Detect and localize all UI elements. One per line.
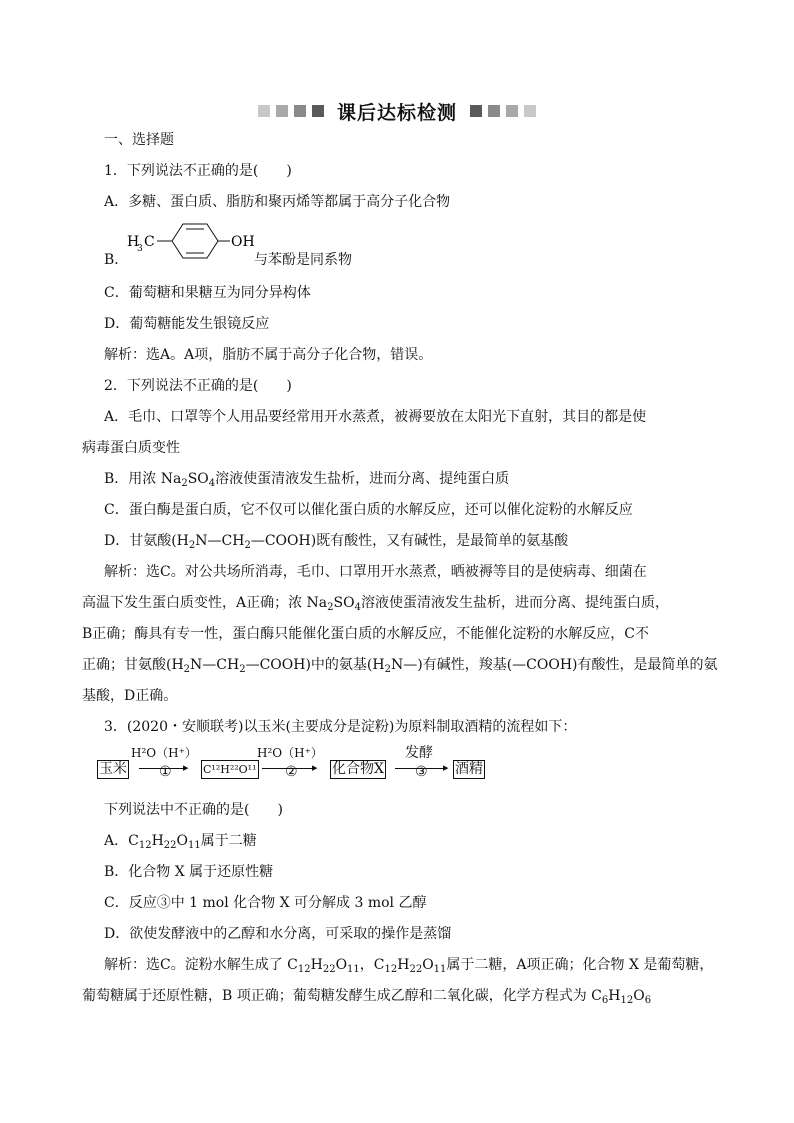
subscript: 2 — [384, 664, 391, 675]
text-run: A．C — [104, 833, 139, 849]
text-run: —COOH)中的氨基(H — [245, 657, 385, 673]
text-run: 解析：选C。淀粉水解生成了 C — [104, 957, 298, 973]
subscript: 6 — [644, 995, 652, 1006]
q2-analysis-l5: 基酸，D正确。 — [82, 688, 178, 704]
subscript: 12 — [138, 840, 152, 851]
arrow-head-icon: ▸ — [443, 761, 449, 774]
text-run: SO — [333, 595, 355, 611]
flow-node-mid2: 化合物X — [332, 761, 384, 777]
text-run: D．甘氨酸(H — [104, 533, 189, 549]
arrow-head-icon: ▸ — [183, 761, 189, 774]
q2-option-d — [104, 531, 724, 556]
text-run: 溶液使蛋清液发生盐析，进而分离、提纯蛋白质 — [215, 471, 510, 487]
subscript: 22 — [163, 840, 177, 851]
flow-node-start: 玉米 — [99, 761, 127, 777]
section-title-bar — [0, 96, 794, 126]
q2-option-c: C．蛋白酶是蛋白质，它不仅可以催化蛋白质的水解反应，还可以催化淀粉的水解反应 — [104, 502, 633, 518]
text-run: 高温下发生蛋白质变性，A正确；浓 Na — [82, 595, 328, 611]
decor-square — [524, 105, 536, 117]
subscript: 11 — [433, 964, 447, 975]
subscript: 6 — [601, 995, 609, 1006]
q1-analysis: 解析：选A。A项，脂肪不属于高分子化合物，错误。 — [104, 347, 433, 363]
text-run: H — [608, 988, 621, 1004]
subscript: 12 — [297, 964, 311, 975]
decor-square — [506, 105, 518, 117]
text-run: O — [176, 833, 188, 849]
q2-option-b — [104, 469, 724, 494]
text-run: N—)有碱性，羧基(—COOH)有酸性，是最简单的氨 — [390, 657, 718, 673]
text-run: 属于二糖，A项正确；化合物 X 是葡萄糖， — [446, 957, 714, 973]
flow-condition-2: H²O（H⁺） — [257, 746, 323, 760]
text-run: H — [151, 833, 164, 849]
subscript: 2 — [183, 664, 191, 675]
text-run: 正确；甘氨酸(H — [82, 657, 184, 673]
text-run: SO — [187, 471, 209, 487]
subscript: 2 — [188, 540, 196, 551]
flow-condition-1: H²O（H⁺） — [131, 746, 197, 760]
mol-c: C — [144, 234, 155, 250]
q1-option-b-text: 与苯酚是同系物 — [254, 252, 352, 268]
flow-node-mid1: C¹²H²²O¹¹ — [201, 760, 259, 779]
subscript: 11 — [188, 840, 201, 851]
q2-option-a-l1: A．毛巾、口罩等个人用品要经常用开水蒸煮，被褥要放在太阳光下直射，其目的都是使 — [104, 409, 647, 425]
decor-square — [294, 105, 306, 117]
subscript: 22 — [409, 964, 423, 975]
text-run: O — [633, 988, 645, 1004]
page-title: 课后达标检测 — [336, 101, 457, 124]
text-run: N—CH — [195, 533, 245, 549]
q3-option-d: D．欲使发酵液中的乙醇和水分离，可采取的操作是蒸馏 — [104, 926, 452, 942]
q2-analysis-l4 — [82, 655, 724, 680]
decor-square — [488, 105, 500, 117]
decor-square — [276, 105, 288, 117]
q1-stem: 1．下列说法不正确的是( ) — [104, 163, 292, 179]
q2-option-a-l2: 病毒蛋白质变性 — [82, 440, 180, 456]
q2-analysis-l3: B正确；酶具有专一性，蛋白酶只能催化蛋白质的水解反应，不能催化淀粉的水解反应，C不 — [82, 626, 649, 642]
q1-option-c: C．葡萄糖和果糖互为同分异构体 — [104, 285, 311, 301]
q3-option-b: B．化合物 X 属于还原性糖 — [104, 864, 274, 880]
q3-question: 下列说法中不正确的是( ) — [104, 802, 283, 818]
text-run: O — [335, 957, 348, 973]
subscript: 12 — [620, 995, 634, 1006]
mol-h: H — [127, 234, 140, 250]
q3-option-a — [104, 831, 724, 856]
decor-square — [312, 105, 324, 117]
q1-option-b-prefix: B． — [104, 252, 129, 268]
subscript: 2 — [327, 602, 334, 613]
flow-step-1: ① — [159, 764, 172, 780]
q3-stem: 3．(2020・安顺联考)以玉米(主要成分是淀粉)为原料制取酒精的流程如下： — [104, 719, 577, 735]
text-run: 属于二糖 — [200, 833, 257, 849]
q2-stem: 2．下列说法不正确的是( ) — [104, 378, 292, 394]
flow-condition-3: 发酵 — [405, 745, 433, 761]
text-run: O — [422, 957, 434, 973]
process-flow-diagram — [97, 744, 497, 786]
subscript: 2 — [244, 540, 251, 551]
section-heading: 一、选择题 — [104, 132, 174, 148]
text-run: 溶液使蛋清液发生盐析，进而分离、提纯蛋白质， — [361, 595, 669, 611]
flow-node-end: 酒精 — [455, 761, 483, 777]
q2-analysis-l1: 解析：选C。对公共场所消毒，毛巾、口罩用开水蒸煮，晒被褥等目的是使病毒、细菌在 — [104, 564, 647, 580]
subscript: 2 — [239, 664, 246, 675]
text-run: B．用浓 Na — [104, 471, 182, 487]
subscript: 4 — [208, 478, 216, 489]
q3-analysis-l2 — [82, 986, 724, 1011]
flow-step-2: ② — [285, 764, 298, 780]
arrow-head-icon: ▸ — [312, 761, 318, 774]
mol-oh: OH — [231, 234, 255, 250]
subscript: 2 — [181, 478, 188, 489]
text-run: H — [310, 957, 323, 973]
mol-sub: 3 — [137, 244, 143, 254]
q2-analysis-l2 — [82, 593, 724, 618]
q3-analysis-l1 — [104, 955, 724, 980]
subscript: 11 — [347, 964, 360, 975]
text-run: ，C — [359, 957, 385, 973]
q3-option-c: C．反应③中 1 mol 化合物 X 可分解成 3 mol 乙醇 — [104, 895, 427, 911]
decor-square — [258, 105, 270, 117]
text-run: 葡萄糖属于还原性糖，B 项正确；葡萄糖发酵生成乙醇和二氧化碳，化学方程式为 C — [82, 988, 602, 1004]
text-run: H — [397, 957, 410, 973]
subscript: 22 — [322, 964, 336, 975]
flow-step-3: ③ — [415, 764, 428, 780]
q1-option-d: D．葡萄糖能发生银镜反应 — [104, 316, 270, 332]
subscript: 12 — [384, 964, 398, 975]
decor-square — [470, 105, 482, 117]
subscript: 4 — [354, 602, 361, 613]
q1-option-a: A．多糖、蛋白质、脂肪和聚丙烯等都属于高分子化合物 — [104, 194, 451, 210]
text-run: N—CH — [190, 657, 240, 673]
text-run: —COOH)既有酸性，又有碱性，是最简单的氨基酸 — [250, 533, 569, 549]
